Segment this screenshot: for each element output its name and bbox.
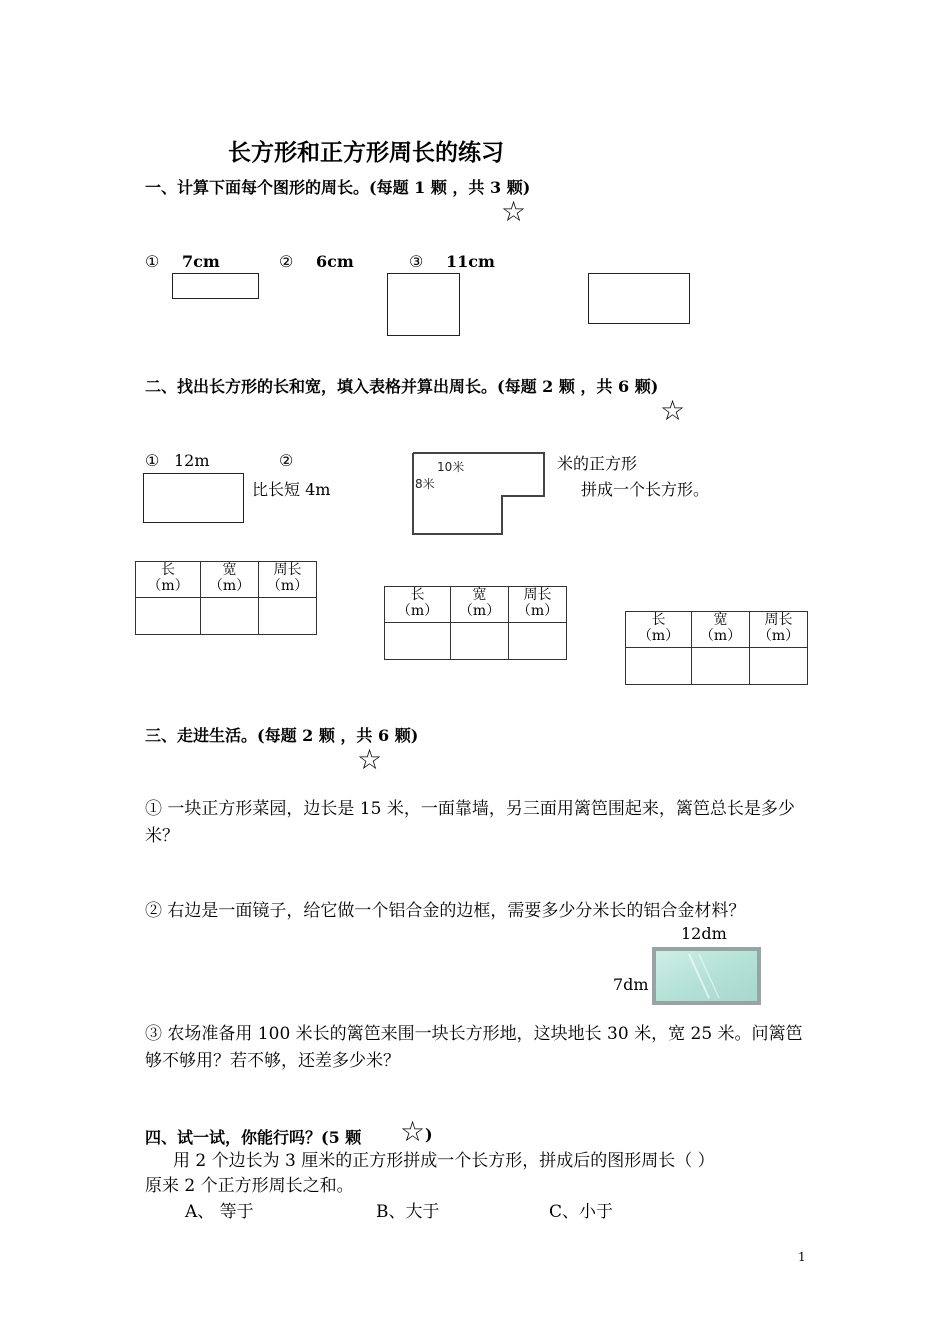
square-description: 拼成一个长方形。 <box>581 480 710 499</box>
square-figure <box>387 273 460 336</box>
item-number: ② <box>279 451 294 470</box>
table-header-width: 宽 （m） <box>201 562 259 598</box>
l-shape-outline <box>413 453 544 534</box>
answer-cell[interactable] <box>750 648 808 685</box>
l-shape-top-label: 10米 <box>437 460 465 474</box>
option-a[interactable]: A、 等于 <box>185 1202 254 1222</box>
rectangle-figure <box>172 273 259 299</box>
l-shape-left-label: 8米 <box>415 477 435 491</box>
table-header-length: 长 （m） <box>385 587 451 623</box>
table-header-perimeter: 周长 （m） <box>750 612 808 648</box>
square-side-label: 6cm <box>316 252 354 271</box>
page-title: 长方形和正方形周长的练习 <box>228 139 504 166</box>
section2-heading: 二、找出长方形的长和宽，填入表格并算出周长。(每题 2 颗 ，共 6 颗) <box>145 377 659 396</box>
l-shape-figure <box>410 450 550 538</box>
section4-heading: 四、试一试，你能行吗？(5 颗 <box>145 1128 362 1147</box>
answer-table-2 <box>384 586 567 660</box>
page-number: 1 <box>798 1250 806 1264</box>
section1-heading: 一、计算下面每个图形的周长。(每题 1 颗 ，共 3 颗) <box>145 178 531 197</box>
answer-cell[interactable] <box>136 598 201 635</box>
star-icon: ☆ <box>501 195 527 228</box>
table-header-length: 长 （m） <box>626 612 692 648</box>
answer-cell[interactable] <box>385 623 451 660</box>
table-header-width: 宽 （m） <box>692 612 750 648</box>
answer-table-3 <box>625 611 808 685</box>
answer-cell[interactable] <box>201 598 259 635</box>
table-header-perimeter: 周长 （m） <box>509 587 567 623</box>
item-number: ② <box>279 252 294 271</box>
table-header-length: 长 （m） <box>136 562 201 598</box>
answer-cell[interactable] <box>692 648 750 685</box>
mirror-height-label: 7dm <box>613 975 649 994</box>
section4-heading-end: ) <box>425 1125 433 1144</box>
answer-cell[interactable] <box>451 623 509 660</box>
rect-length-label: 12m <box>174 451 210 470</box>
item-number: ③ <box>409 252 424 271</box>
question-4-line1: 用 2 个边长为 3 厘米的正方形拼成一个长方形，拼成后的图形周长（ ） <box>173 1151 715 1171</box>
question-1: ① 一块正方形菜园，边长是 15 米，一面靠墙，另三面用篱笆围起来，篱笆总长是多少米？ <box>145 799 795 846</box>
square-description: 米的正方形 <box>557 454 638 473</box>
answer-cell[interactable] <box>509 623 567 660</box>
option-c[interactable]: C、小于 <box>549 1202 614 1222</box>
item-number: ① <box>145 252 160 271</box>
width-description: 比长短 4m <box>252 480 331 499</box>
star-icon: ☆ <box>400 1115 426 1148</box>
rect-length-label: 7cm <box>182 252 220 271</box>
item-number: ① <box>145 451 160 470</box>
mirror-image <box>651 946 762 1006</box>
rectangle-figure <box>143 473 244 523</box>
option-b[interactable]: B、大于 <box>376 1202 440 1222</box>
star-icon: ☆ <box>660 394 686 427</box>
question-2: ② 右边是一面镜子，给它做一个铝合金的边框，需要多少分米长的铝合金材料？ <box>145 901 746 921</box>
question-4-line2: 原来 2 个正方形周长之和。 <box>145 1176 354 1196</box>
section3-heading: 三、走进生活。(每题 2 颗 ，共 6 颗) <box>145 726 419 745</box>
mirror-width-label: 12dm <box>681 924 727 943</box>
table-header-width: 宽 （m） <box>451 587 509 623</box>
star-icon: ☆ <box>357 743 383 776</box>
answer-cell[interactable] <box>259 598 317 635</box>
answer-cell[interactable] <box>626 648 692 685</box>
question-3: ③ 农场准备用 100 米长的篱笆来围一块长方形地，这块地长 30 米，宽 25 米。问篱笆够不够用？若不够，还差多少米？ <box>145 1024 803 1071</box>
rect-length-label: 11cm <box>446 252 495 271</box>
answer-table-1 <box>135 561 317 635</box>
rectangle-figure <box>588 273 690 324</box>
table-header-perimeter: 周长 （m） <box>259 562 317 598</box>
